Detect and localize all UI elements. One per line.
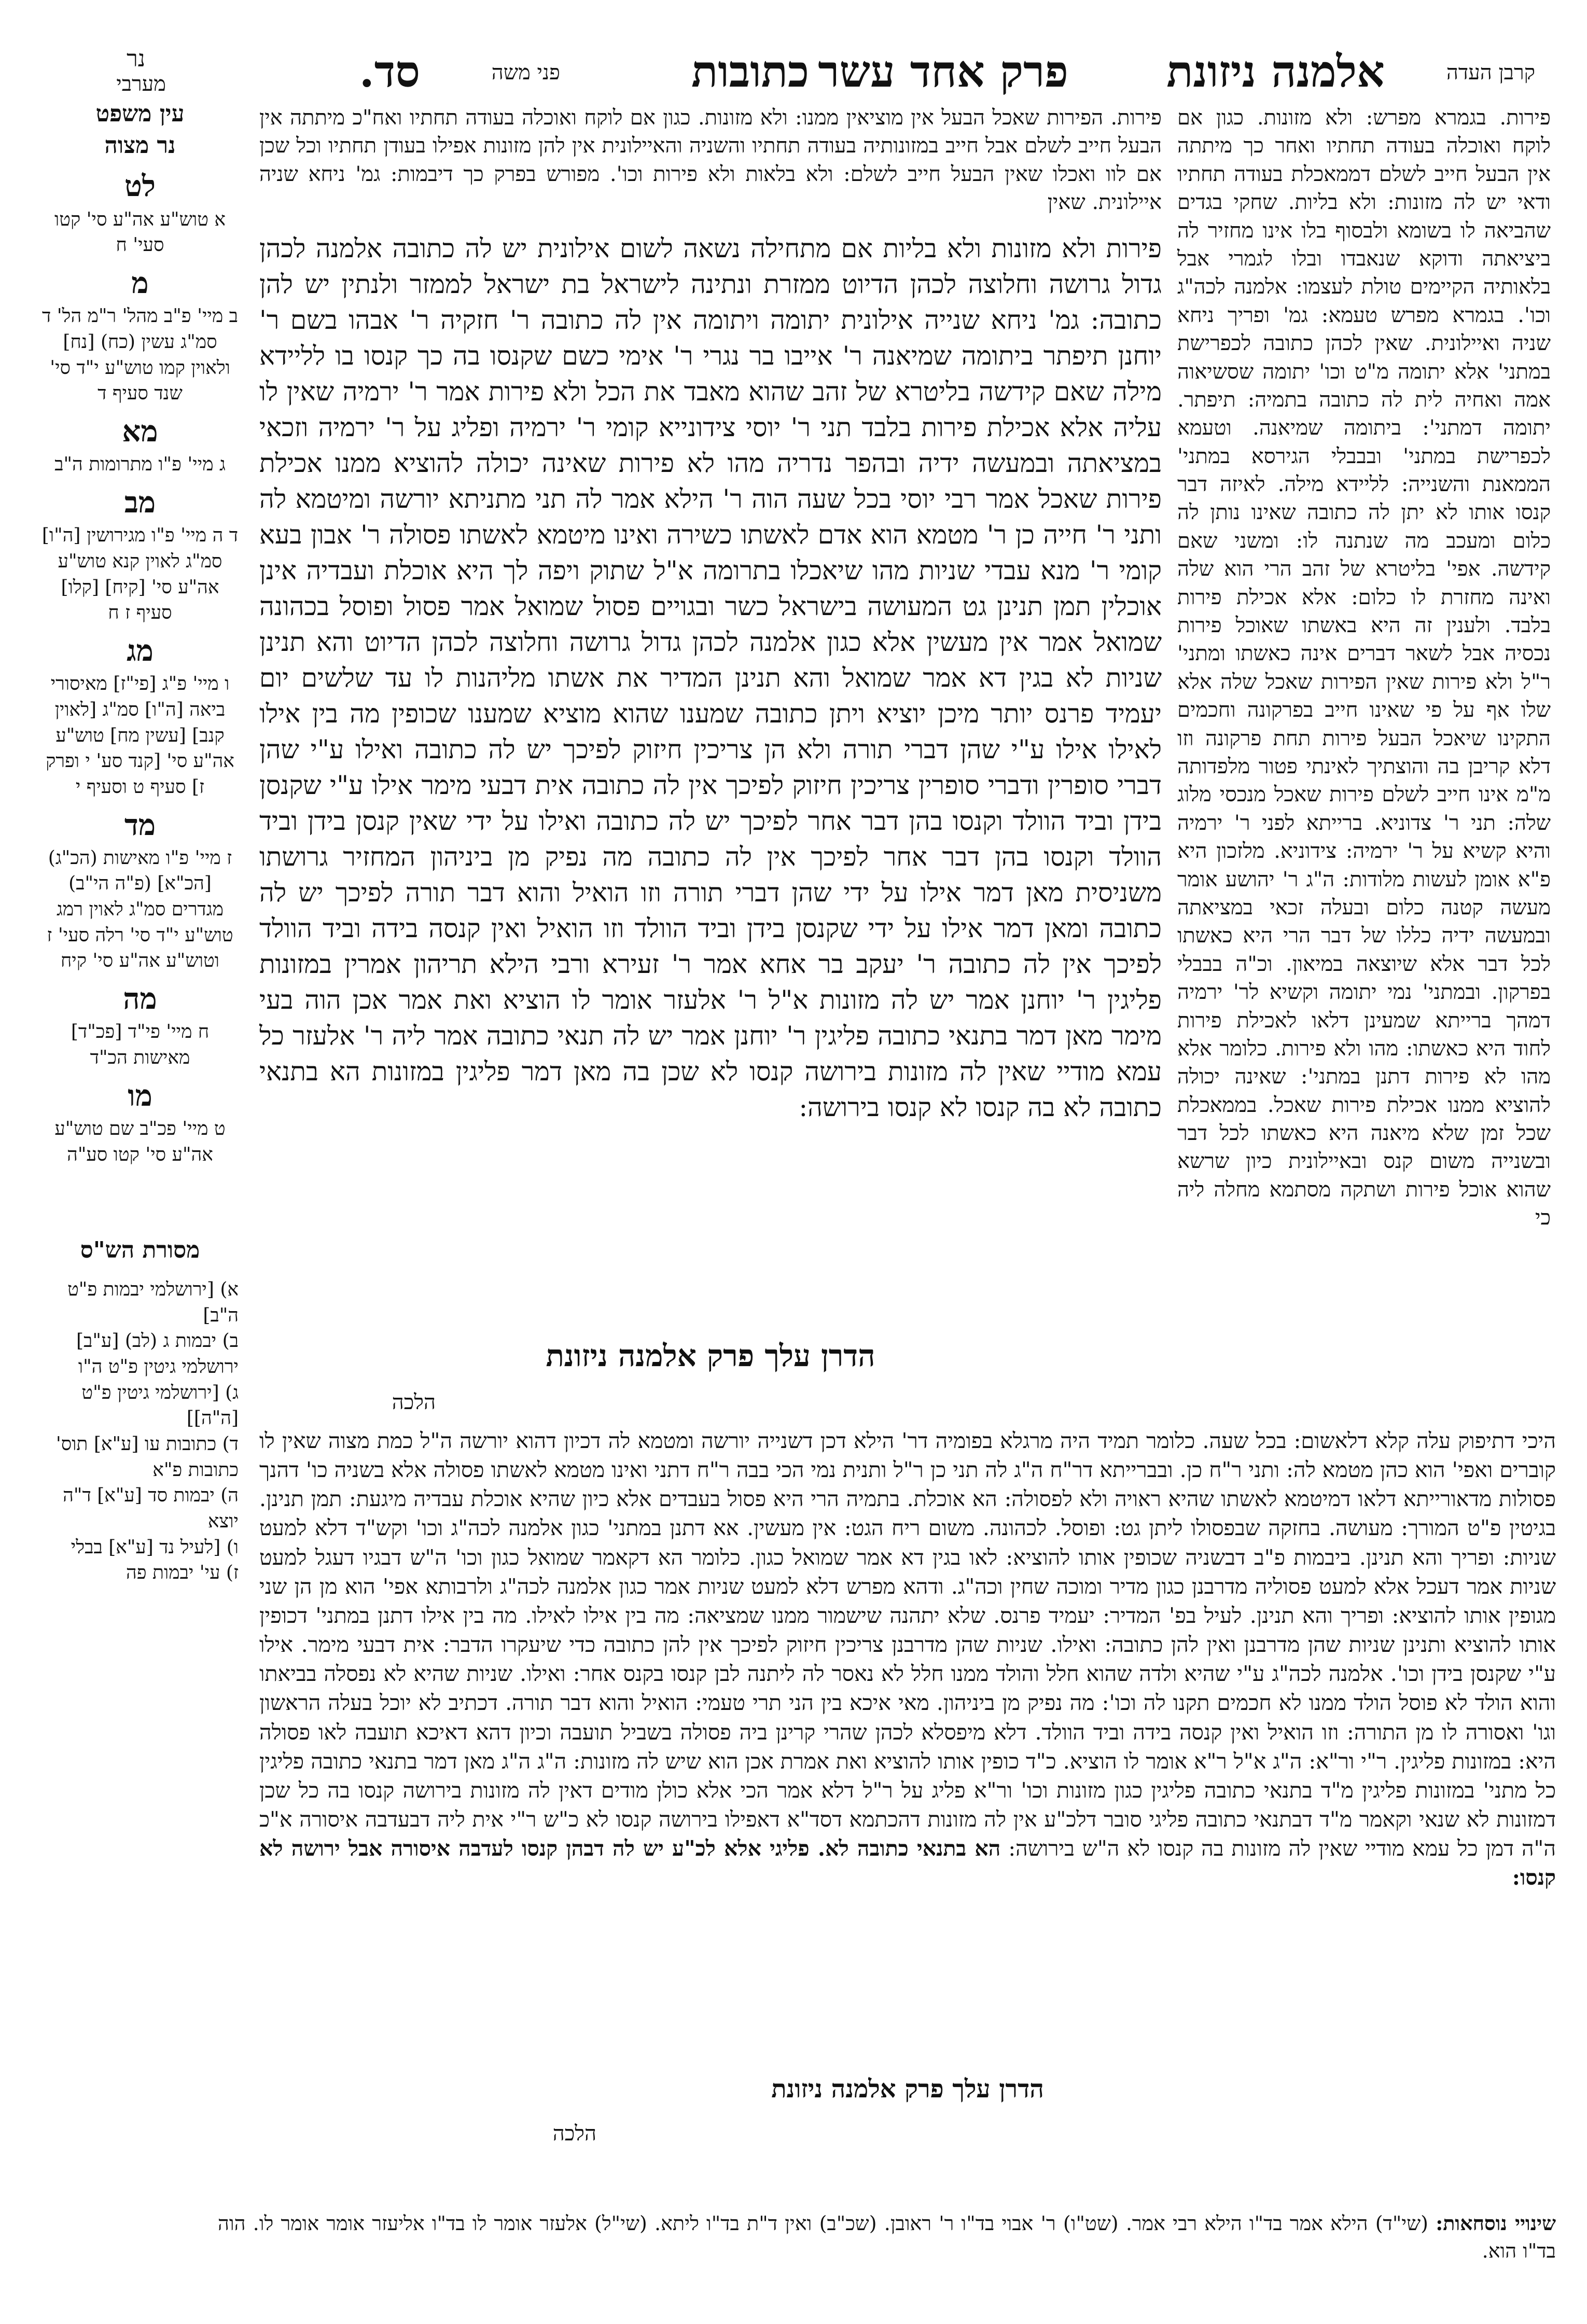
side-entry <box>41 263 239 407</box>
header-commentary-name: פני משה <box>491 61 560 85</box>
side-entry-text: ו מיי' פ"ג [פי"ז] מאיסורי ביאה [ה"ו] סמ"ג [לאוין קנב] [עשין מח] טוש"ע אה"ע סי' [קנד סע' י ופרק ז] סעיף ט וסעיף י <box>46 673 234 798</box>
bottom-commentary-last-line: הא בתנאי כתובה לא. פליגי אלא לכ"ע יש לה דבהן קנסו לעדבה איסורה אבל ירושה לא קנסו: <box>259 1836 1556 1890</box>
hadran-line-bottom: הדרן עלך פרק אלמנה ניזונת <box>771 2075 1044 2104</box>
side-entry-number: מג <box>127 633 154 668</box>
chapter-name: אלמנה ניזונת <box>1166 46 1385 97</box>
side-entry-text: ג מיי' פ"ו מתרומות ה"ב <box>54 454 226 476</box>
main-gemara-text: פירות ולא מזונות ולא בליות אם מתחילה נשאה לשום אילונית יש לה כתובה אלמנה לכהן גדול גרושה וחלוצה לכהן הדיוט ממזרת ונתינה לישראל בת ישראל לממזר ולנתין יש להן כתובה: גמ' ניחא שנייה אילונית יתומה ויתומה אין לה כתובה ר' חזקיה ר' אבהו בשם ר' יוחנן תיפתר ביתומה שמיאנה ר' אייבו בר נגרי ר' אימי כשם שקנסו בה כך קנסו בו לליידא מילה שאם קידשה בליטרא של זהב שהוא מאבד את הכל ולא פירות אמר ר' ירמיה שאין לו עליה אלא אכילת פירות בלבד תני ר' יוסי צידונייא קומי ר' ירמיה ופליג על ר' ירמיה וזכאי במציאתה ובמעשה ידיה ובהפר נדריה מהו לא פירות שאינה יכולה להוציא ממנו אכילת פירות שאכל אמר רבי יוסי בכל שעה הוה ר' הילא אמר לה תני מתניתא יורשה ומיטמא לה ותני ר' חייה כן ר' מטמא הוא אדם לאשתו כשירה ואינו מיטמא לאשתו פסולה ר' אבון בעא קומי ר' מנא עבדי שניות מהו שיאכלו בתרומה א"ל שתוק ויפה לך היא אוכלת ועבדיה אינן אוכלין תמן תנינן גט המעושה בישראל כשר ובגויים פסול שמואל אמר פסול ופוסל בכהונה שמואל אמר אין מעשין אלא כגון אלמנה לכהן גדול גרושה וחלוצה לכהן הדיוט והא תנינן שניות לא בגין דא אמר שמואל והא תנינן המדיר את אשתו מליהנות לו עד שלשים יום יעמיד פרנס יותר מיכן יוציא ויתן כתובה שמענו שהוא מוציא שמענו שכופין מה בין אילו לאילו אילו ע"י שהן דברי תורה ולא הן צריכין חיזוק לפיכך יש לה כתובה ואילו ע"י שהן דברי סופרין ודברי סופרין צריכין חיזוק לפיכך אין לה כתובה אית דבעי מימר אילו ע"י שקנסן בידן וביד הוולד וקנסו בהן דבר אחר לפיכך יש לה כתובה ואילו על ידי שאין קנסן בידן וביד הוולד וקנסו בהן דבר אחר לפיכך אין לה כתובה מה נפיק מן ביניהון המחזיר גרושתו משניסית מאן דמר אילו על ידי שהן דברי תורה וזו הואיל והוא דבר תורה לפיכך יש לה כתובה ומאן דמר אילו על ידי שקנסן בידן וביד הוולד וזו הואיל ואין קנסה בידה וביד הוולד לפיכך אין לה כתובה ר' יעקב בר אחא אמר ר' זעירא ורבי הילא תריהון אמרין במזונות פליגין ר' יוחנן אמר יש לה מזונות א"ל ר' אלעזר אומר לו הוציא ואת אמר אכן הוה בעי מימר מאן דמר בתנאי כתובה פליגין ר' יוחנן אמר יש לה תנאי כתובה אמר ליה ר' אלעזר כל עמא מודיי שאין לה מזונות בירושה קנסו לא שכן בה מאן דמר פליגין במזונות הא בתנאי כתובה לא בה קנסו לא קנסו בירושה: <box>259 233 1162 1122</box>
side-entry <box>41 412 239 478</box>
hadran-line: הדרן עלך פרק אלמנה ניזונת <box>546 1338 875 1373</box>
tractate-title: כתובות <box>691 46 809 97</box>
ner-mitzvah-title: נר מצוה <box>104 132 176 159</box>
textual-variants-text: (שי"ד) הילא אמר בד"ו הילא רבי אמר. (שט"ו) ר' אבוי בד"ו ר' ראובן. (שכ"ב) ואין ד"ת בד"ו ליתא. (שי"ל) אלעזר אומר לו בד"ו אליעזר אומר אומר לו. הוה בד"ו הוא. <box>218 2212 1556 2263</box>
chapter-number: פרק אחד עשר <box>818 46 1068 97</box>
masoret-entry: ג) [ירושלמי גיטין פ"ט [ה"ה]] <box>81 1382 239 1429</box>
side-entry <box>41 631 239 800</box>
masoret-entry: ה) יבמות סד [ע"א] ד"ה יוצא <box>63 1485 239 1533</box>
side-entry-text: א טוש"ע אה"ע סי' קטו סעי' ח <box>54 208 226 256</box>
side-entry <box>41 483 239 626</box>
right-commentary: פירות. בגמרא מפרש: ולא מזונות. כגון אם לוקח ואוכלה בעודה תחתיו ואחר כך מיתתה אין הבעל חייב לשלם דממאכלת בעודה תחתיו ודאי יש לה מזונות: ולא בליות. שחקי בגדים שהביאה לו בשומא ולבסוף בלו אינו מחזיר לה ביציאתה ודוקא שנאבדו ובלו לגמרי אבל בלאותיה הקיימים טולת לעצמו: אלמנה לכה"ג וכו'. בגמרא מפרש טעמא: גמ' ופריך ניחא שניה ואיילונית. שאין לכהן כתובה לכפרישת במתני' אלא יתומה מ"ט וכו' יתומה שסשיאוה אמה ואחיה לית לה כתובה בתמיה: תיפתר. יתומה דמתני': ביתומה שמיאנה. וטעמא לכפרישת במתני' ובבבלי הגירסא במתני' הממאנת והשנייה: לליידא מילה. לאיזה דבר קנסו אותו לא יתן לה כתובה שאינו נותן לה כלום ומעכב מה שנתנה לו: ומשני שאם קידשה. אפי' בליטרא של זהב הרי הוא שלה ואינה מחזרת לו כלום: אלא אכילת פירות בלבד. ולענין זה היא באשתו שאוכל פירות נכסיה אבל לשאר דברים אינה כאשתו ומתני' ר"ל ולא פירות שאין הפירות שאכל שלה אלא שלו אף על פי שאינו חייב בפרקונה וחכמים התקינו שיאכל הבעל פירות תחת פרקונה וזו דלא קריבן בה והוצתיך לאינתי פטור מלפדותה מ"מ אינו חייב לשלם פירות שאכל מנכסי מלוג שלה: תני ר' צדוניא. ברייתא לפני ר' ירמיה והיא קשיא על ר' ירמיה: צידוניא. מלזכון היא פ"א אומן לעשות מלודות: ה"ג ר' יהושע אומר מעשה קטנה כלום ובעלה זכאי במציאתה ובמעשה ידיה כללו של דבר הרי היא כאשתו לכל דבר אלא שיוצאה במיאון. וכ"ה בבבלי בפרקון. ובמתני' נמי יתומה וקשיא לר' ירמיה דמהך ברייתא שמעינן דלאו לאכילת פירות לחוד היא כאשתו: מהו ולא פירות. כלומר אלא מהו לא פירות דתנן במתני': שאינה יכולה להוציא ממנו אכילת פירות שאכל. בממאכלת שכל זמן שלא מיאנה היא כאשתו לכל דבר ובשנייה משום קנס ובאיילונית כיון שרשא שהוא אוכל פירות ושתקה מסתמא מחלה ליה כי <box>1177 106 1551 1230</box>
masoret-title: מסורת הש"ס <box>80 1237 200 1264</box>
masoret-entry: א) [ירושלמי יבמות פ"ט ה"ב] <box>67 1279 239 1326</box>
header-right-commentary-name: קרבן העדה <box>1446 61 1535 85</box>
masoret-list <box>41 1277 239 1586</box>
masoret-entry: ב) יבמות ג (לב) [ע"ב] ירושלמי גיטין פ"ט ה"ו <box>76 1330 239 1378</box>
side-entry-text: ז מיי' פ"ו מאישות (הכ"ג) [הכ"א] (פ"ה הי"ב) מגדרים סמ"ג לאוין רמג טוש"ע י"ד סי' רלה סעי' ז וטוש"ע אה"ע סי' קיח <box>47 847 233 972</box>
side-entry-text: ד ה מיי' פ"ו מגירושין [ה"ו] סמ"ג לאוין קנא טוש"ע אה"ע סי' [קיח] [קלו] סעיף ז ח <box>41 525 239 624</box>
side-entry-number: מו <box>128 1078 152 1113</box>
side-entry <box>41 1076 239 1168</box>
side-entry <box>41 979 239 1071</box>
side-column <box>41 52 239 1586</box>
masoret-entry: ד) כתובות עו [ע"א] תוס' כתובות פ"א <box>55 1434 239 1481</box>
top-commentary: פירות. הפירות שאכל הבעל אין מוציאין ממנו: ולא מזונות. כגון אם לוקח ואוכלה בעודה תחתיו ואח"כ מיתתה אין הבעל חייב לשלם אבל חייב במזונותיה בעודה תחתיו והשניה והאיילונית אין להן מזונות אפילו בעודן תחתיו וכל שכן אם לוו ואכלו שאין הבעל חייב לשלם: ולא בלאות ולא פירות וכו'. מפורש בפרק כך דיבמות: גמ' ניחא שניה איילונית. שאין <box>259 106 1162 215</box>
side-entry-number: מה <box>123 982 157 1017</box>
textual-variants-label: שינויי נוסחאות: <box>1436 2211 1556 2235</box>
textual-variants <box>218 2209 1556 2265</box>
bottom-commentary-text: היכי דתיפוק עלה קלא דלאשום: בכל שעה. כלומר תמיד היה מרגלא בפומיה דר' הילא דכן דשנייה יורשה ומטמא לה דכיון דהוא יורשה ה"ל כמת מצוה שאין לו קוברים ואפי' הוא כהן מטמא לה: ותני ר"ח כן. ובברייתא דר"ח ה"ג לה תני כן ר"ל ותנית נמי הכי בבה ר"ח דתני ואינו מטמא לאשתו פסולה אלא בשניה כו' דהנך פסולות מדאורייתא דלאו דמיטמא לאשתו שהיא ראויה ולא לפסולה: הא אוכלת. בתמיה הרי היא פסול בעבדים אלא כיון שהיא אוכלת עבדיה מיגעת: תמן תנינן. בגיטין פ"ט המורך: מעושה. בחזקה שבפסולו ליתן גט: ופוסל. לכהונה. משום ריח הגט: אין מעשין. אא דתנן במתני' כגון אלמנה לכה"ג וכו' וקש"ד דלא למעט שניות: ופריך והא תנינן. ביבמות פ"ב דבשניה שכופין אותו להוציא: לאו בגין דא אמר שמואל כגון. כלומר הא דקאמר שמואל כגון וכו' ה"ש דבגיו דעגל למעט שניות אמר דעכל אלא למעט פסוליה מדרבנן כגון מדיר ומוכה שחין וכה"ג. ודהא מפרש דלא למעט שניות אמר כגון אלמנה לכה"ג ולרבותא אפי' הוא מן הן שני מגופין אותו להוציא: ופריך והא תנינן. לעיל בפ' המדיר: יעמיד פרנס. שלא יתהנה שישמור ממנו שמציאה: מה בין אילו לאילו. מה בין אילו דתנן במתני' דכופין אותו להוציא ותנינן שניות שהן מדרבנן ואין להן כתובה: ואילו. שניות שהן מדרבנן צריכין חיזוק לפיכך אין להן כתובה כדי שיעקרו הדבר: אית דבעי מימר. אילו ע"י שקנסן בידן וכו'. אלמנה לכה"ג ע"י שהיא ולדה שהוא חלל והולד ממנו חלל לא נאסר לה ליתנה לבן קנסו בקנס אחר: ואילו. שניות שהיא לא נפסלה בביאתו והוא הולד לא פוסל הולד ממנו לא חכמים תקנו לה וכו': מה נפיק מן ביניהון. מאי איכא בין הני תרי טעמי: הואיל והוא דבר תורה. דכתיב לא יוכל בעלה הראשון וגו' ואסורה לו מן התורה: וזו הואיל ואין קנסה בידה וביד הוולד. דלא מיפסלא לכהן שהרי קרינן ביה פסולה בשביל תועבה וכיון דהא דאיכא תועבה לאו פסולה היא: במזונות פליגין. ר"י ור"א: ה"ג א"ל ר"א אומר לו הוציא. כ"ד כופין אותו להוציא ואת אמרת אכן הוא שיש לה מזונות: ה"ג ה"ג מאן דמר בתנאי כתובה פליגין כל מתני' במזונות פליגין מ"ד בתנאי כתובה פליגין כגון מזונות וכו' ור"א פליג על ר"ל דלא אמר הכי אלא כולן מודים דאין לה מזונות בירושה קנסו בה כל שכן דמזונות לא שנאי וקאמר מ"ד דבתנאי כתובה פליגי סובר דלכ"ע אין לה מזונות דהכתמא דסד"א דאפילו בירושה קנסו לא כ"ש ר"י אית ליה דבעדבה איסורה א"כ ה"ה דמן כל עמא מודיי שאין לה מזונות בה קנסו לא ה"ש בירושה: <box>259 1428 1556 1861</box>
side-entry-text: ח מיי' פי"ד [פכ"ד] מאישות הכ"ד <box>71 1021 210 1069</box>
side-entry-text: ט מיי' פכ"ב שם טוש"ע אה"ע סי' קטו סע"ה <box>54 1118 226 1165</box>
halacha-label-bottom: הלכה <box>552 2122 596 2146</box>
side-entry-number: מא <box>122 414 158 449</box>
side-entry <box>41 805 239 975</box>
side-entry-number: מד <box>124 808 156 842</box>
halacha-label: הלכה <box>392 1390 436 1414</box>
bottom-commentary <box>259 1426 1556 1892</box>
side-entry-text: ב מיי' פ"ב מהל' ר"מ הל' ד סמ"ג עשין (כח) [נח] ולאוין קמו טוש"ע י"ד סי' שנד סעיף ד <box>41 305 239 405</box>
side-entry-number: מ <box>131 266 149 301</box>
ein-mishpat-title: עין משפט <box>95 101 185 127</box>
header-side-label-bottom: מערבי <box>116 72 166 96</box>
header-side-label-top: נר <box>127 46 145 72</box>
page-number: סד. <box>359 46 420 97</box>
masoret-entry: ו) [לעיל נד [ע"א] בבלי <box>71 1536 239 1558</box>
side-entry <box>41 166 239 258</box>
side-entry-number: לט <box>124 169 156 204</box>
masoret-entry: ז) עי' יבמות פה <box>126 1562 239 1584</box>
side-entry-number: מב <box>124 485 156 520</box>
